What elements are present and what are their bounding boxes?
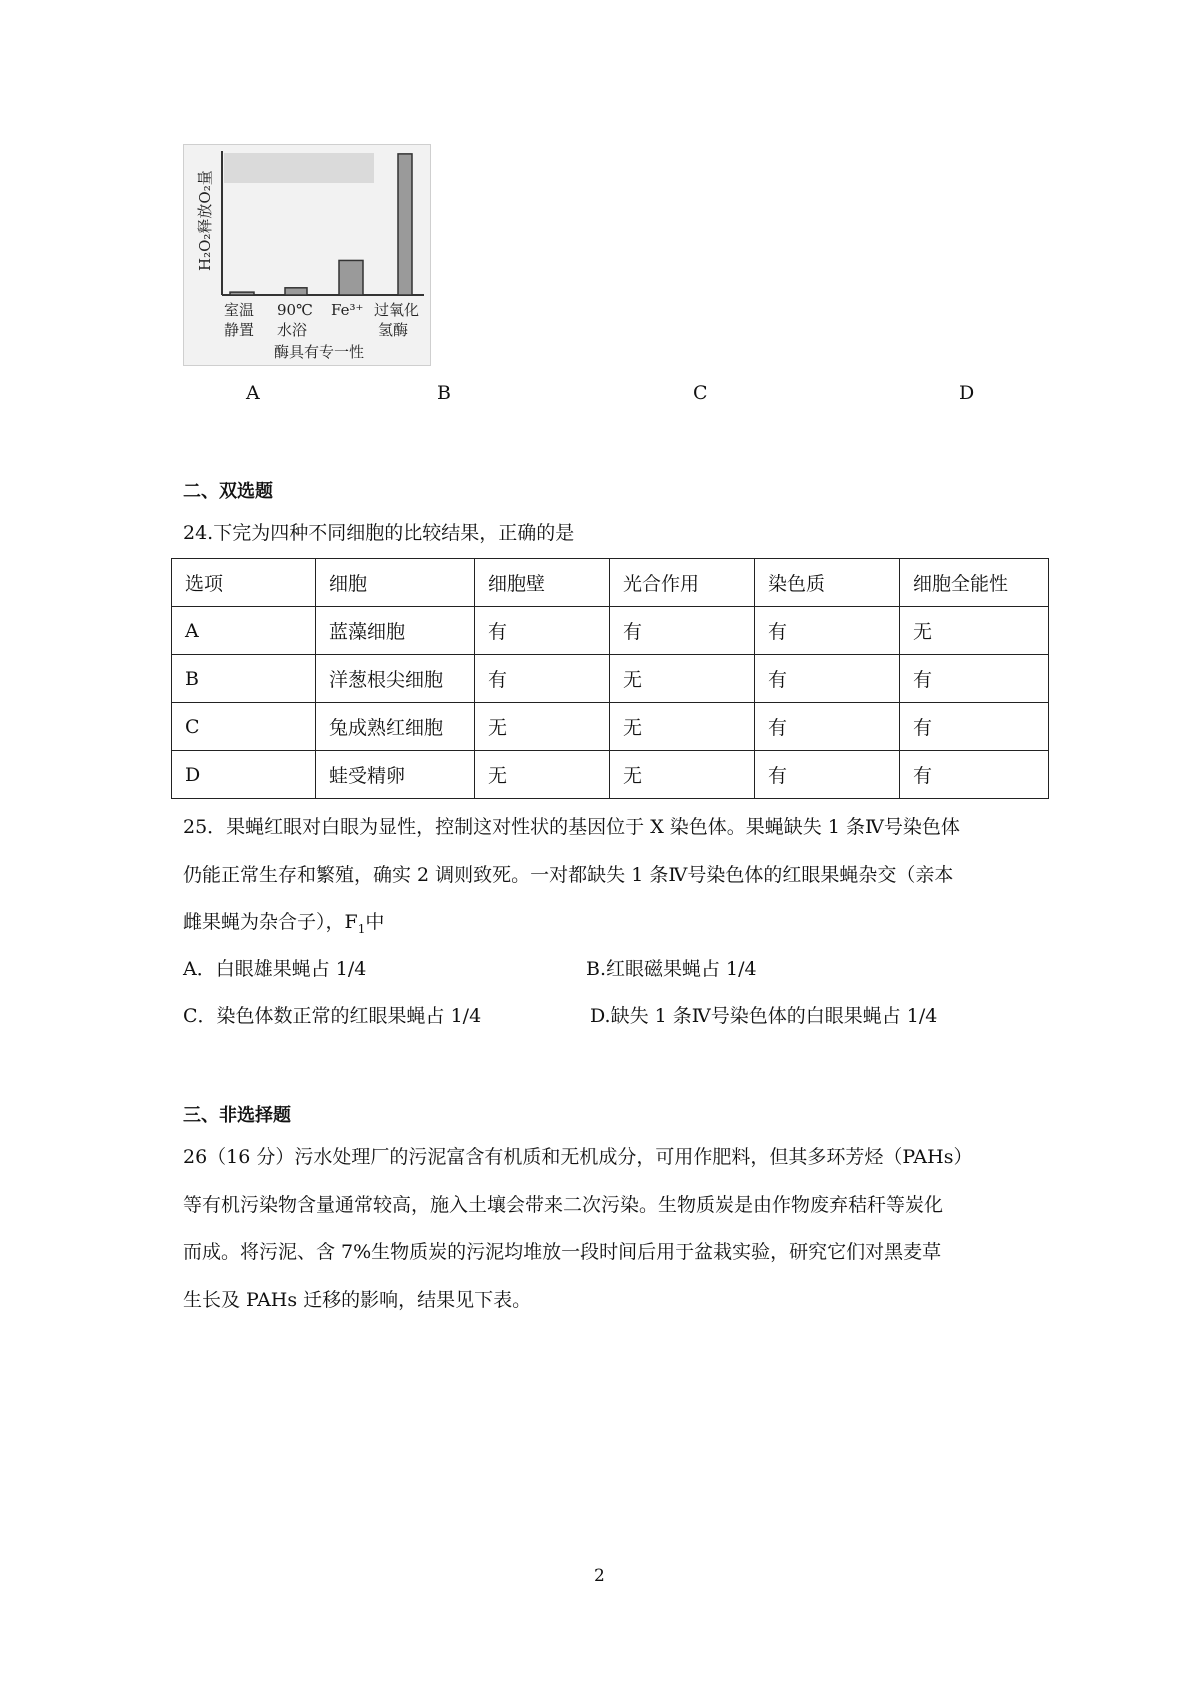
q26-line-2: 等有机污染物含量通常较高，施入土壤会带来二次污染。生物质炭是由作物废弃秸秆等炭化	[183, 1194, 944, 1216]
table-cell: 蓝藻细胞	[316, 607, 475, 655]
bar-1	[230, 292, 254, 295]
section-3-heading: 三、非选择题	[183, 1105, 291, 1126]
enzyme-figure	[183, 144, 431, 366]
table-cell: 有	[610, 607, 755, 655]
figure-background-band	[224, 153, 374, 183]
table-cell: C	[172, 703, 316, 751]
q25-line-3-main: 雌果蝇为杂合子），F	[183, 911, 358, 933]
q25-option-d: D.缺失 1 条Ⅳ号染色体的白眼果蝇占 1/4	[590, 1005, 938, 1027]
option-label-b: B	[437, 382, 451, 404]
bar-label-2-top: 90℃	[277, 301, 313, 319]
y-axis-label: H₂O₂释放O₂量	[196, 170, 214, 271]
table-cell: 有	[755, 607, 900, 655]
page-number: 2	[594, 1566, 605, 1586]
q25-option-c: C．染色体数正常的红眼果蝇占 1/4	[183, 1005, 482, 1027]
table-cell: 无	[475, 703, 610, 751]
table-cell: 有	[755, 655, 900, 703]
table-header-cell: 染色质	[755, 559, 900, 607]
table-header-cell: 光合作用	[610, 559, 755, 607]
q24-stem: 24.下完为四种不同细胞的比较结果，正确的是	[183, 522, 575, 544]
bar-label-2-bottom: 水浴	[277, 321, 308, 339]
q25-line-1: 25．果蝇红眼对白眼为显性，控制这对性状的基因位于 X 染色体。果蝇缺失 1 条Ⅳ号染色体	[183, 816, 960, 838]
table-cell: 有	[900, 703, 1049, 751]
table-cell: 有	[755, 751, 900, 799]
q24-table	[171, 558, 1049, 799]
table-cell: 无	[610, 655, 755, 703]
bar-label-1-bottom: 静置	[224, 321, 255, 339]
table-header-cell: 细胞全能性	[900, 559, 1049, 607]
bar-3	[339, 260, 363, 295]
table-header-cell: 选项	[172, 559, 316, 607]
bar-label-1-top: 室温	[224, 301, 255, 319]
q26-line-3: 而成。将污泥、含 7%生物质炭的污泥均堆放一段时间后用于盆栽实验，研究它们对黑麦草	[183, 1241, 942, 1263]
table-cell: D	[172, 751, 316, 799]
bar-label-4-bottom: 氢酶	[378, 321, 409, 339]
table-cell: 洋葱根尖细胞	[316, 655, 475, 703]
table-row	[172, 703, 1049, 751]
table-cell: 兔成熟红细胞	[316, 703, 475, 751]
bar-4	[398, 154, 412, 295]
table-cell: 无	[610, 751, 755, 799]
table-cell: A	[172, 607, 316, 655]
option-label-d: D	[959, 382, 975, 404]
q26-line-1: 26（16 分）污水处理厂的污泥富含有机质和无机成分，可用作肥料，但其多环芳烃（PAHs）	[183, 1146, 973, 1168]
table-header-row	[172, 559, 1049, 607]
bar-2	[285, 288, 307, 295]
table-cell: 无	[610, 703, 755, 751]
table-cell: 有	[475, 607, 610, 655]
q25-line-3-subscript: 1	[357, 921, 366, 936]
q25-line-3	[183, 913, 384, 935]
table-header-cell: 细胞壁	[475, 559, 610, 607]
q26-line-4: 生长及 PAHs 迁移的影响，结果见下表。	[183, 1289, 532, 1311]
table-cell: 有	[755, 703, 900, 751]
table-cell: B	[172, 655, 316, 703]
option-label-c: C	[693, 382, 708, 404]
table-row	[172, 655, 1049, 703]
table-cell: 蛙受精卵	[316, 751, 475, 799]
table-cell: 有	[475, 655, 610, 703]
q25-option-a: A．白眼雄果蝇占 1/4	[183, 958, 367, 980]
table-cell: 有	[900, 655, 1049, 703]
table-row	[172, 607, 1049, 655]
q25-line-3-end: 中	[365, 911, 385, 933]
option-label-a: A	[246, 382, 260, 404]
q25-option-b: B.红眼磁果蝇占 1/4	[586, 958, 757, 980]
q25-line-2: 仍能正常生存和繁殖，确实 2 调则致死。一对都缺失 1 条Ⅳ号染色体的红眼果蝇杂交（亲本	[183, 864, 954, 886]
bar-label-4-top: 过氧化	[374, 301, 420, 319]
figure-caption: 酶具有专一性	[274, 343, 365, 361]
table-cell: 有	[900, 751, 1049, 799]
table-row	[172, 751, 1049, 799]
section-2-heading: 二、双选题	[183, 481, 273, 502]
table-header-cell: 细胞	[316, 559, 475, 607]
bar-label-3-top: Fe³⁺	[331, 301, 364, 319]
table-cell: 无	[900, 607, 1049, 655]
table-cell: 无	[475, 751, 610, 799]
